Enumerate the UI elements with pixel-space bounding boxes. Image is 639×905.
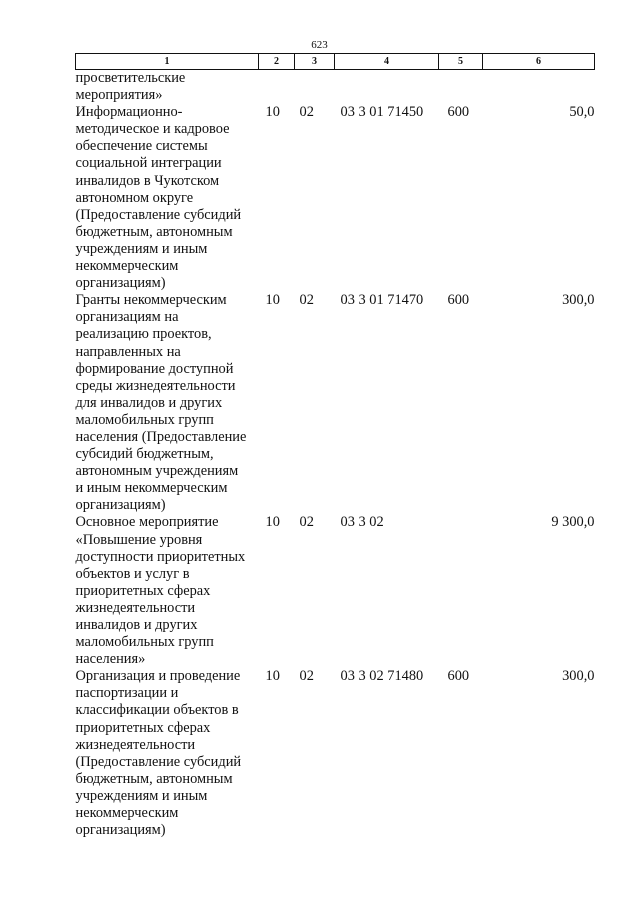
table-row	[76, 104, 595, 292]
table-row	[76, 668, 595, 839]
expense-type-code: 600	[447, 292, 470, 309]
section-code: 10	[265, 668, 280, 685]
page-number: 623	[311, 39, 328, 51]
header-col-2: 2	[259, 54, 295, 70]
expense-name-line: направленных на	[75, 343, 181, 360]
expense-name-line: (Предоставление субсидий	[75, 206, 242, 223]
subsection-code: 02	[299, 668, 314, 685]
expense-name-line: социальной интеграции	[75, 155, 222, 172]
expense-name-line: бюджетным, автономным	[75, 223, 233, 240]
table-header	[76, 54, 595, 70]
expense-name-line: организациям)	[75, 822, 166, 839]
expense-name-line: организациям на	[75, 309, 179, 326]
target-article-code: 03 3 02	[340, 514, 384, 531]
header-col-5: 5	[439, 54, 483, 70]
expense-name-line: учреждениям и иным	[75, 240, 208, 257]
amount-value: 9 300,0	[551, 514, 595, 531]
expense-name-line: Информационно-	[75, 104, 183, 121]
expense-type-code: 600	[447, 668, 470, 685]
amount-value: 50,0	[569, 104, 595, 121]
expense-name-line: среды жизнедеятельности	[75, 377, 236, 394]
expense-name	[76, 514, 259, 668]
target-article-code: 03 3 02 71480	[340, 668, 424, 685]
expense-name-line: населения (Предоставление	[75, 428, 247, 445]
expense-name-line: организациям)	[75, 497, 166, 514]
header-col-1: 1	[76, 54, 259, 70]
expense-name-line: формирование доступной	[75, 360, 234, 377]
expense-name-line: для инвалидов и других	[75, 394, 223, 411]
expense-name-line: автономном округе	[75, 189, 194, 206]
expense-name-line: учреждениям и иным	[75, 787, 208, 804]
expense-name-line: субсидий бюджетным,	[75, 446, 214, 463]
target-article-code	[335, 70, 439, 105]
expense-name-line: (Предоставление субсидий	[75, 753, 242, 770]
expense-name-line: объектов и услуг в	[75, 565, 190, 582]
expense-name-line: просветительские	[75, 70, 186, 86]
section-code: 10	[265, 514, 280, 531]
section-code: 10	[265, 104, 280, 121]
header-col-3: 3	[295, 54, 335, 70]
expense-name-line: мероприятия»	[75, 87, 163, 104]
section-code: 10	[265, 292, 280, 309]
expense-name-line: методическое и кадровое	[75, 121, 230, 138]
amount-value	[483, 70, 595, 105]
expense-name-line: Гранты некоммерческим	[75, 292, 227, 309]
header-col-4: 4	[335, 54, 439, 70]
subsection-code: 02	[299, 292, 314, 309]
expense-name-line: «Повышение уровня	[75, 531, 203, 548]
expense-name-line: жизнедеятельности	[75, 599, 196, 616]
expense-name-line: некоммерческим	[75, 805, 179, 822]
table-body	[76, 70, 595, 840]
expense-name-line: и иным некоммерческим	[75, 480, 228, 497]
expense-name-line: паспортизации и	[75, 685, 179, 702]
expense-name-line: обеспечение системы	[75, 138, 208, 155]
expense-name-line: жизнедеятельности	[75, 736, 196, 753]
header-col-6: 6	[483, 54, 595, 70]
expense-name-line: автономным учреждениям	[75, 463, 239, 480]
amount-value: 300,0	[562, 292, 595, 309]
expense-name-line: инвалидов и других	[75, 617, 198, 633]
expense-name-line: реализацию проектов,	[75, 326, 212, 343]
header-row	[76, 54, 595, 70]
expense-name-line: доступности приоритетных	[75, 548, 246, 565]
target-article-code: 03 3 01 71470	[340, 292, 424, 309]
subsection-code: 02	[299, 514, 314, 531]
expense-type-code	[439, 514, 483, 668]
expense-name	[76, 292, 259, 514]
expense-name-line: маломобильных групп	[75, 411, 214, 428]
subsection-code: 02	[299, 104, 314, 121]
expense-name-line: Основное мероприятие	[75, 514, 219, 531]
expense-name-line: приоритетных сферах	[75, 719, 211, 736]
expense-name	[76, 668, 259, 839]
expense-name-line: Организация и проведение	[75, 668, 241, 685]
amount-value: 300,0	[562, 668, 595, 685]
target-article-code: 03 3 01 71450	[340, 104, 424, 121]
subsection-code	[295, 70, 335, 105]
expense-type-code	[439, 70, 483, 105]
expense-name-line: некоммерческим	[75, 258, 179, 275]
table-row	[76, 292, 595, 514]
expense-name	[76, 104, 259, 292]
expense-name-line: бюджетным, автономным	[75, 770, 233, 787]
expense-name-line: классификации объектов в	[75, 702, 239, 719]
section-code	[259, 70, 295, 105]
expense-name-line: инвалидов в Чукотском	[75, 172, 220, 189]
table-row	[76, 70, 595, 105]
expense-type-code: 600	[447, 104, 470, 121]
expense-name-line: населения»	[75, 651, 146, 668]
expense-name-line: приоритетных сферах	[75, 582, 211, 599]
expense-name-line: организациям)	[75, 275, 166, 292]
expense-name	[76, 70, 259, 105]
budget-table	[75, 53, 595, 839]
expense-name-line: маломобильных групп	[75, 634, 214, 651]
table-row	[76, 514, 595, 668]
